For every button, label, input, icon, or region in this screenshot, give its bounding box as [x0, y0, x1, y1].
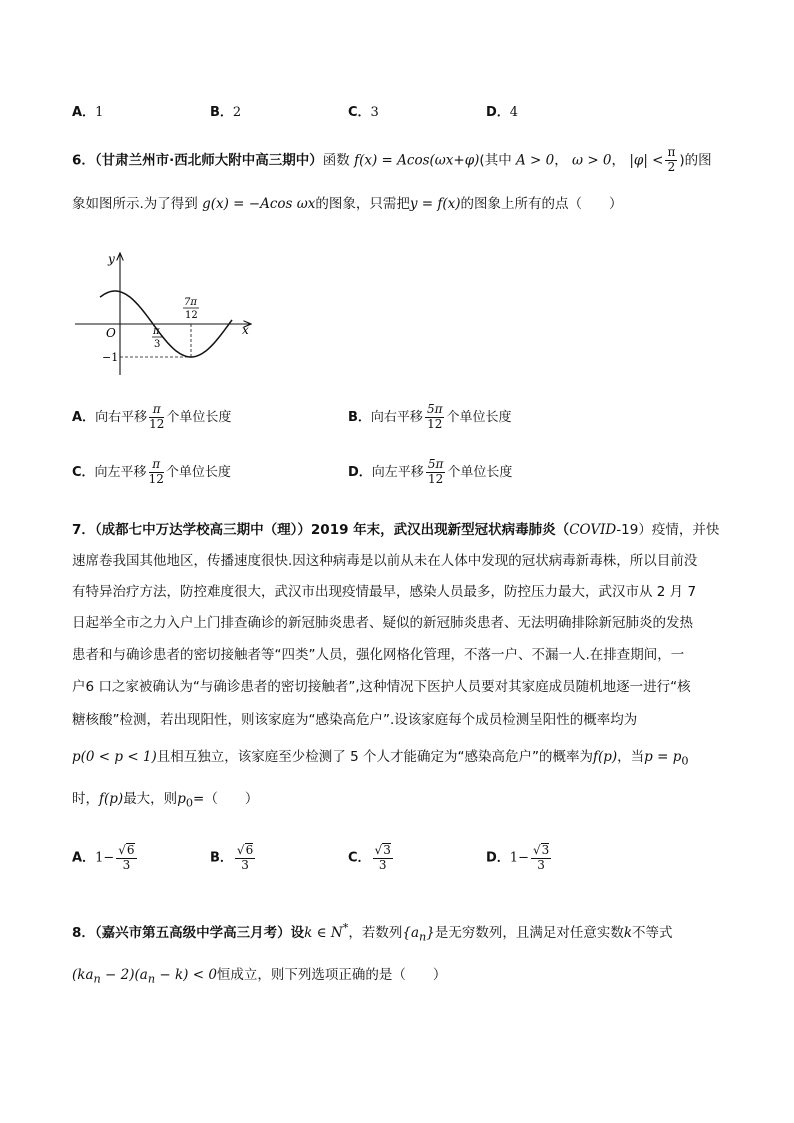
q8-line1: 8．（嘉兴市第五高级中学高三月考）设k ∈ N*，若数列$\{a_n\}$是无穷数列，且满足对任意实数k不等式 [72, 921, 673, 944]
q7-line8: p(0 < p < 1)且相互独立，该家庭至少检测了 5 个人才能确定为“感染高危户”的概率为f(p)，当$p = p_0$ [72, 749, 689, 768]
q6-option-c: C．向左平移 $\frac{\pi}{12}$ 个单位长度 [72, 457, 231, 486]
q6-function: f(x) = Acos(ωx+φ) [354, 152, 480, 169]
q8-number: 8． [72, 925, 95, 941]
q7-line3: 有特异治疗方法，防控难度很大，武汉市出现疫情最早，感染人员最多，防控压力最大，武汉市从 2 月 7 [72, 584, 697, 600]
tick-7pi12-den: 12 [185, 310, 198, 321]
q8-line2: $(ka_n - 2)(a_n - k) < 0$恒成立，则下列选项正确的是（ ） [72, 967, 447, 986]
q6-options-row1 [72, 403, 772, 443]
tick-7pi12-num: 7π [184, 297, 197, 308]
q5-option-d: D．4 [486, 105, 519, 120]
q7-line2: 速席卷我国其他地区，传播速度很快.因这种病毒是以前从未在人体中发现的冠状病毒新毒株，所以目前没 [72, 553, 698, 569]
q7-option-a: A．1− $\frac{√6}{3}$ [72, 843, 135, 872]
q7-options [72, 843, 772, 887]
q7-option-b: B． $\frac{√6}{3}$ [210, 843, 254, 872]
q5-option-c: C．3 [348, 105, 379, 120]
q7-line1: 7．（成都七中万达学校高三期中（理））2019 年末，武汉出现新型冠状病毒肺炎（COVID-19）疫情，并快 [72, 522, 720, 538]
q6-option-b: B．向右平移 $\frac{5\pi}{12}$ 个单位长度 [348, 402, 512, 431]
y-axis-label: y [108, 252, 115, 266]
q6-source: （甘肃兰州市·西北师大附中高三期中） [94, 152, 323, 169]
q6-option-d: D．向左平移 $\frac{5\pi}{12}$ 个单位长度 [348, 457, 513, 486]
q6-line1: 6．（甘肃兰州市·西北师大附中高三期中）函数 f(x) = Acos(ωx+φ)(其中 A > 0， ω > 0， |φ| < $\frac{\pi}{2}$ )的图 [72, 145, 712, 174]
q6-line2: 象如图所示.为了得到 g(x) = −Acos ωx的图象，只需把y = f(x)的图象上所有的点（ ） [72, 196, 623, 212]
tick-pi3-num: π [153, 326, 160, 337]
q7-number: 7． [72, 522, 95, 538]
q6-pi-half: $\frac{\pi}{2}$ [667, 145, 676, 174]
q6-function-graph [70, 250, 260, 380]
q7-line5: 患者和与确诊患者的密切接触者等“四类”人员，强化网格化管理，不落一户、不漏一人.在排查期间，一 [72, 647, 685, 663]
q7-line7: 糖核酸”检测，若出现阳性，则该家庭为“感染高危户”.设该家庭每个成员检测呈阳性的概率均为 [72, 712, 638, 728]
q6-number: 6． [72, 152, 95, 169]
q5-options [72, 101, 772, 121]
q7-option-d: D．1− $\frac{√3}{3}$ [486, 843, 550, 872]
origin-label: O [106, 326, 116, 340]
tick-pi3-den: 3 [154, 339, 161, 350]
q6-option-a: A．向右平移 $\frac{\pi}{12}$ 个单位长度 [72, 402, 232, 431]
q5-option-a: A．1 [72, 105, 104, 120]
q5-option-b: B．2 [210, 105, 242, 120]
min-value-label: −1 [102, 351, 119, 364]
x-axis-label: x [242, 323, 249, 337]
q7-line6: 户6 口之家被确认为“与确诊患者的密切接触者”,这种情况下医护人员要对其家庭成员随机地逐一进行“核 [72, 679, 691, 695]
q7-line9: 时，f(p)最大，则$p_0=$（ ） [72, 791, 259, 810]
q7-option-c: C． $\frac{√3}{3}$ [348, 843, 391, 872]
q6-options-row2 [72, 458, 772, 498]
q7-line4: 日起举全市之力入户上门排查确诊的新冠肺炎患者、疑似的新冠肺炎患者、无法明确排除新冠肺炎的发热 [72, 615, 693, 631]
